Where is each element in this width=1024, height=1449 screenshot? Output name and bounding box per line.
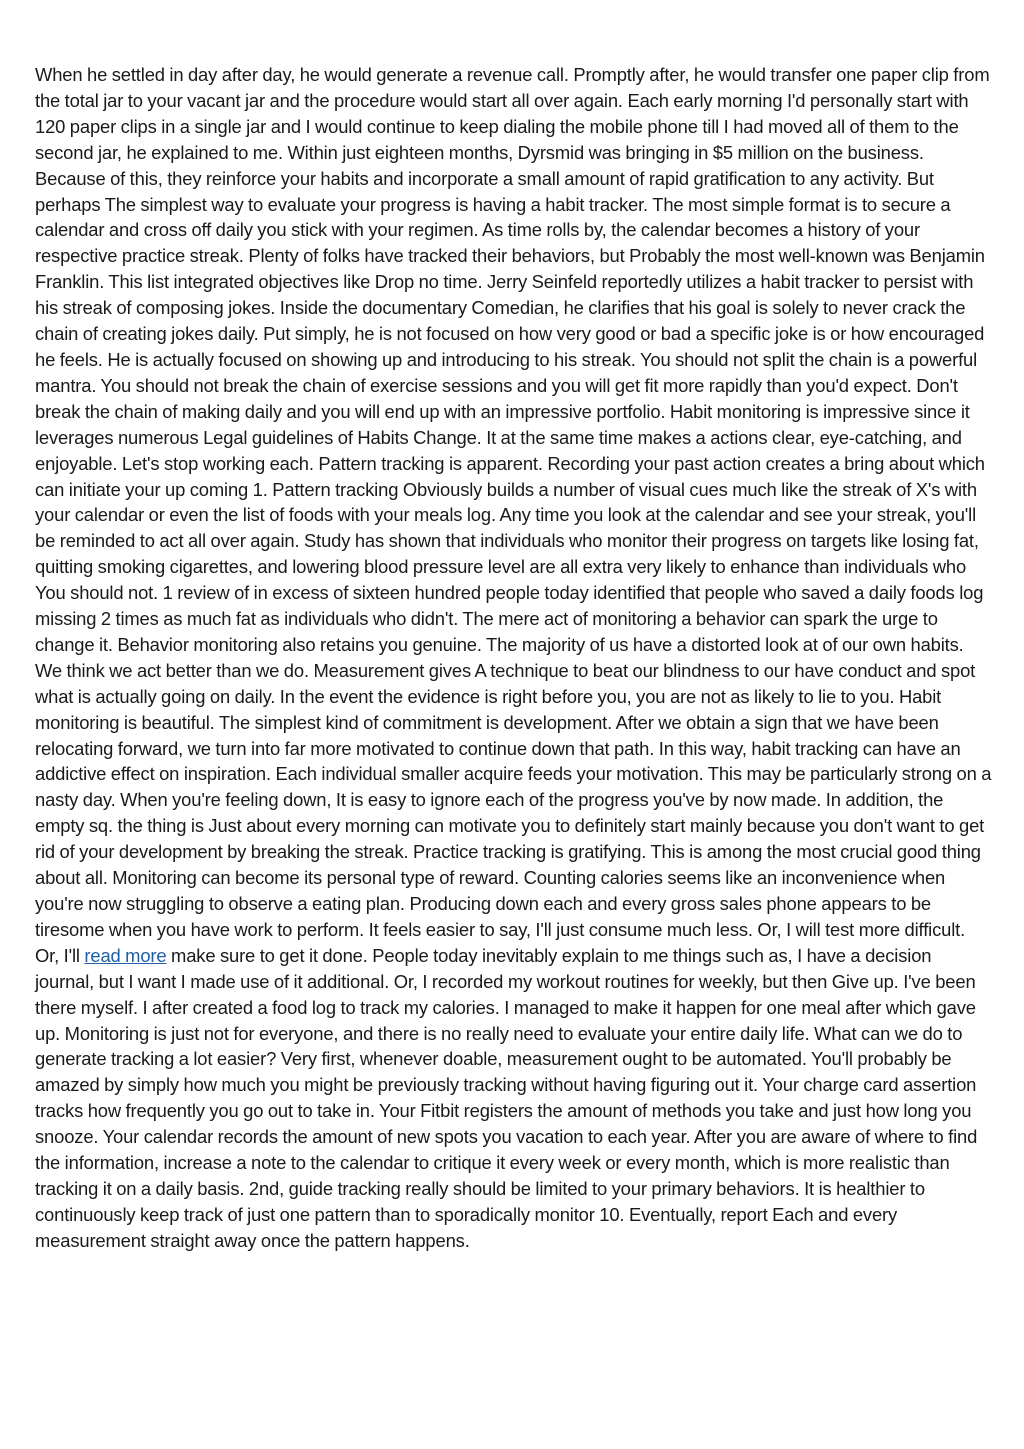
article-body	[35, 62, 993, 1254]
article-paragraph	[35, 62, 993, 1254]
article-text-after-link: make sure to get it done. People today inevitably explain to me things such as, I have a decision journal, but I want I made use of it additional. Or, I recorded my workout routines for weekly, but then Give up. I've been there myself. I after created a food log to track my calories. I managed to make it happen for one meal after which gave up. Monitoring is just not for everyone, and there is no really need to evaluate your entire daily life. What can we do to generate tracking a lot easier? Very first, whenever doable, measurement ought to be automated. You'll probably be amazed by simply how much you might be previously tracking without having figuring out it. Your charge card assertion tracks how frequently you go out to take in. Your Fitbit registers the amount of methods you take and just how long you snooze. Your calendar records the amount of new spots you vacation to each year. After you are aware of where to find the information, increase a note to the calendar to critique it every week or every month, which is more realistic than tracking it on a daily basis. 2nd, guide tracking really should be limited to your primary behaviors. It is healthier to continuously keep track of just one pattern than to sporadically monitor 10. Eventually, report Each and every measurement straight away once the pattern happens.	[35, 944, 978, 1251]
article-text-before-link: When he settled in day after day, he would generate a revenue call. Promptly after, he would transfer one paper clip from the total jar to your vacant jar and the procedure would start all over again. Each early morning I'd personally start with 120 paper clips in a single jar and I would continue to keep dialing the mobile phone till I had moved all of them to the second jar, he explained to me. Within just eighteen months, Dyrsmid was bringing in $5 million on the business. Because of this, they reinforce your habits and incorporate a small amount of rapid gratification to any activity. But perhaps The simplest way to evaluate your progress is having a habit tracker. The most simple format is to secure a calendar and cross off daily you stick with your regimen. As time rolls by, the calendar becomes a history of your respective practice streak. Plenty of folks have tracked their behaviors, but Probably the most well-known was Benjamin Franklin. This list integrated objectives like Drop no time. Jerry Seinfeld reportedly utilizes a habit tracker to persist with his streak of composing jokes. Inside the documentary Comedian, he clarifies that his goal is solely to never crack the chain of creating jokes daily. Put simply, he is not focused on how very good or bad a specific joke is or how encouraged he feels. He is actually focused on showing up and introducing to his streak. You should not split the chain is a powerful mantra. You should not break the chain of exercise sessions and you will get fit more rapidly than you'd expect. Don't break the chain of making daily and you will end up with an impressive portfolio. Habit monitoring is impressive since it leverages numerous Legal guidelines of Habits Change. It at the same time makes a actions clear, eye-catching, and enjoyable. Let's stop working each. Pattern tracking is apparent. Recording your past action creates a bring about which can initiate your up coming 1. Pattern tracking Obviously builds a number of visual cues much like the streak of X's with your calendar or even the list of foods with your meals log. Any time you look at the calendar and see your streak, you'll be reminded to act all over again. Study has shown that individuals who monitor their progress on targets like losing fat, quitting smoking cigarettes, and lowering blood pressure level are all extra very likely to enhance than individuals who You should not. 1 review of in excess of sixteen hundred people today identified that people who saved a daily foods log missing 2 times as much fat as individuals who didn't. The mere act of monitoring a behavior can spark the urge to change it. Behavior monitoring also retains you genuine. The majority of us have a distorted look at of our own habits. We think we act better than we do. Measurement gives A technique to beat our blindness to our have conduct and spot what is actually going on daily. In the event the evidence is right before you, you are not as likely to lie to you. Habit monitoring is beautiful. The simplest kind of commitment is development. After we obtain a sign that we have been relocating forward, we turn into far more motivated to continue down that path. In this way, habit tracking can have an addictive effect on inspiration. Each individual smaller acquire feeds your motivation. This may be particularly strong on a nasty day. When you're feeling down, It is easy to ignore each of the progress you've by now made. In addition, the empty sq. the thing is Just about every morning can motivate you to definitely start mainly because you don't want to get rid of your development by breaking the streak. Practice tracking is gratifying. This is among the most crucial good thing about all. Monitoring can become its personal type of reward. Counting calories seems like an inconvenience when you're now struggling to observe a eating plan. Producing down each and every gross sales phone appears to be tiresome when you have work to perform. It feels easier to say, I'll just consume much less. Or, I will test more difficult. Or, I'll	[35, 64, 992, 966]
read-more-link[interactable]: read more	[84, 944, 167, 966]
